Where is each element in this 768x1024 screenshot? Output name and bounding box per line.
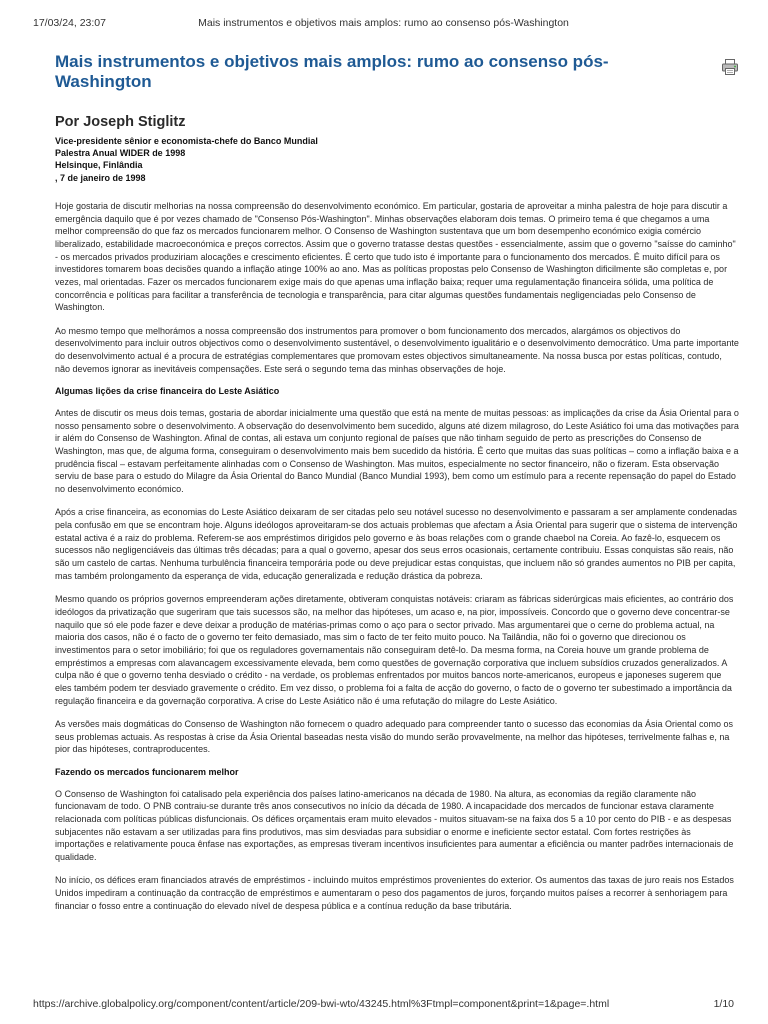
print-header: [33, 17, 734, 31]
section-heading: Algumas lições da crise financeira do Leste Asiático: [55, 385, 280, 396]
meta-line: Vice-presidente sênior e economista-chefe do Banco Mundial: [55, 136, 318, 146]
paragraph: Antes de discutir os meus dois temas, gostaria de abordar inicialmente uma questão que está na mente de muitas pessoas: as implicações da crise da Ásia Oriental para o nosso pensamento sobre o desenvolvimento. A observação do desenvolvimento bem sucedido, alguns até dizem milagroso, do Leste Asiático foi uma das motivações para ir além do Consenso de Washington. Afinal de contas, ali estava um conjunto regional de países que não tinham seguido de perto as prescrições do Consenso de Washington, mas que, de alguma forma, conseguiram o desenvolvimento mais bem sucedido da história. É certo que muitas das suas políticas – como a inflação baixa e a prudência fiscal – estavam perfeitamente alinhadas com o Consenso de Washington. Mas muitos, especialmente no sector financeiro, não o fizeram. Esta observação serviu de base para o estudo do Milagre da Ásia Oriental do Banco Mundial (Banco Mundial 1993), bem como um estímulo para a recente repensação do papel do Estado no desenvolvimento económico.: [55, 407, 739, 495]
meta-line: Palestra Anual WIDER de 1998: [55, 148, 186, 159]
print-datetime: 17/03/24, 23:07: [33, 17, 106, 29]
paragraph: Ao mesmo tempo que melhorámos a nossa compreensão dos instrumentos para promover o bom funcionamento dos mercados, alargámos os objectivos do desenvolvimento para incluir outros objectivos como o desenvolvimento sustentável, o desenvolvimento igualitário e o desenvolvimento democrático. Uma parte importante do desenvolvimento actual é a procura de estratégias complementares que promovam estes objectivos simultaneamente. Na nossa busca por estas políticas, contudo, não devemos ignorar as inevitáveis compensações. Este será o segundo tema das minhas observações de hoje.: [55, 325, 739, 374]
section-heading: Fazendo os mercados funcionarem melhor: [55, 766, 239, 777]
paragraph: Mesmo quando os próprios governos empreenderam ações diretamente, obtiveram conquistas notáveis: criaram as fábricas siderúrgicas mais eficientes, ao contrário dos ideólogos da privatização que sugeriram que tais sucessos são, na melhor das hipóteses, um acaso e, na pior, impossíveis. Concordo que o governo deve concentrar-se naquilo que só ele pode fazer e deve deixar a produção de matérias-primas como o aço para o sector privado. Mas argumentarei que o cerne do problema actual, na maioria dos casos, não é o facto de o governo ter feito demasiado, mas sim o facto de ter feito muito pouco. Na Tailândia, não foi o governo que direcionou os investimentos para o setor imobiliário; foi que os reguladores governamentais não conseguiram detê-lo. Da mesma forma, na Coreia houve um grande problema de empréstimos a empresas com alavancagem excessivamente elevada, bem como questões de governação corporativa que incluem subsídios cruzados generalizados. A culpa não é que o governo tenha desviado o crédito - na verdade, os problemas enfrentados por muitos bancos norte-americanos, europeus e japoneses sugerem que eles também podem ter desviado gravemente o crédito. Em vez disso, o problema foi a falta de acção do governo, o facto de o governo ter subestimado a importância da regulação financeira e da governação corporativa. A crise do Leste Asiático não é uma refutação do milagre do Leste Asiático.: [55, 594, 734, 706]
article-meta: [55, 135, 739, 184]
print-footer: [33, 998, 734, 1012]
print-doc-title: Mais instrumentos e objetivos mais amplos: rumo ao consenso pós-Washington: [198, 17, 569, 29]
paragraph: Hoje gostaria de discutir melhorias na nossa compreensão do desenvolvimento económico. Em particular, gostaria de aproveitar a minha palestra de hoje para discutir a emergência daquilo que é por vezes chamado de "Consenso Pós-Washington". Minhas observações elaboram dois temas. O primeiro tema é que chegamos a uma melhor compreensão do que faz os mercados funcionarem melhor. O Consenso de Washington sustentava que um bom desempenho económico exigia comércio liberalizado, estabilidade macroeconómica e preços correctos. Assim que o governo tratasse destas questões - essencialmente, assim que o governo "saísse do caminho" - os mercados privados produziriam alocações e crescimento eficientes. É certo que tudo isto é importante para o funcionamento dos mercados. É muito difícil para os investidores tomarem boas decisões quando a inflação atinge 100% ao ano. Mas as políticas propostas pelo Consenso de Washington dificilmente são completas e, por vezes, mal orientadas. Fazer os mercados funcionarem exige mais do que apenas uma inflação baixa; requer uma regulamentação financeira sólida, uma política de concorrência e políticas para facilitar a transferência de tecnologia e transparência, para citar algumas questões fundamentais negligenciadas pelo Consenso de Washington.: [55, 200, 736, 313]
page-number: 1/10: [713, 998, 734, 1010]
paragraph: As versões mais dogmáticas do Consenso de Washington não fornecem o quadro adequado para compreender tanto o sucesso das economias da Ásia Oriental como os seus problemas actuais. As respostas à crise da Ásia Oriental baseadas nesta visão do mundo serão provavelmente, na melhor das hipóteses, terrivelmente falhas e, na pior das hipóteses, contraproducentes.: [55, 718, 734, 755]
article: [55, 52, 739, 923]
meta-line: Helsinque, Finlândia: [55, 160, 143, 171]
paragraph: No início, os défices eram financiados através de empréstimos - incluindo muitos empréstimos provenientes do exterior. Os aumentos das taxas de juro reais nos Estados Unidos impediram a continuação da contracção de empréstimos e aumentaram o peso dos pagamentos de juros, forçando muitos países a recorrer à senhoriagem para financiar o fosso entre a continuação do elevado nível de despesa pública e a contínua redução da base tributária.: [55, 875, 734, 911]
paragraph: O Consenso de Washington foi catalisado pela experiência dos países latino-americanos na década de 1980. Na altura, as economias da região claramente não funcionavam de todo. O PNB contraiu-se durante três anos consecutivos no início da década de 1980. A incapacidade dos mercados de funcionar estava claramente relacionada com políticas públicas disfuncionais. Os défices orçamentais eram muito elevados - muitos situavam-se na faixa dos 5 a 10 por cento do PIB - e as despesas subjacentes não estavam a ser utilizadas para fins produtivos, mas sim desviadas para subsidiar o enorme e ineficiente sector estatal. Com fortes restrições às importações e relativamente pouca ênfase nas exportações, as empresas tiveram incentivos insuficientes para aumentar a eficiência ou manter padrões internacionais de qualidade.: [55, 788, 734, 863]
paragraph: Após a crise financeira, as economias do Leste Asiático deixaram de ser citadas pelo seu notável sucesso no desenvolvimento e passaram a ser amplamente condenadas pela confusão em que se encontram hoje. Alguns ideólogos aproveitaram-se dos actuais problemas que afectam a Ásia Oriental para sugerir que o sistema de intervenção estatal activa é a raiz do problema. Referem-se aos empréstimos dirigidos pelo governo e às boas relações com o grande chaebol na Coreia. Ao fazê-lo, esquecem os sucessos não negligenciáveis das últimas três décadas; para a qual o governo, apesar dos seus erros ocasionais, certamente contribuiu. Essas conquistas são reais, não são um castelo de cartas. Nenhuma turbulência financeira temporária pode ou deve prejudicar estas conquistas, que incluem não só grandes aumentos no PIB per capita, mas também prolongamento da esperança de vida, educação generalizada e redução drástica da pobreza.: [55, 507, 738, 581]
article-author: Por Joseph Stiglitz: [55, 114, 186, 130]
page-url: https://archive.globalpolicy.org/component/content/article/209-bwi-wto/43245.html%3Ftmpl=component&print=1&page=.html: [33, 998, 610, 1010]
meta-line: , 7 de janeiro de 1998: [55, 172, 146, 183]
article-title: Mais instrumentos e objetivos mais amplos: rumo ao consenso pós-Washington: [55, 52, 609, 91]
printer-icon[interactable]: [721, 58, 739, 76]
